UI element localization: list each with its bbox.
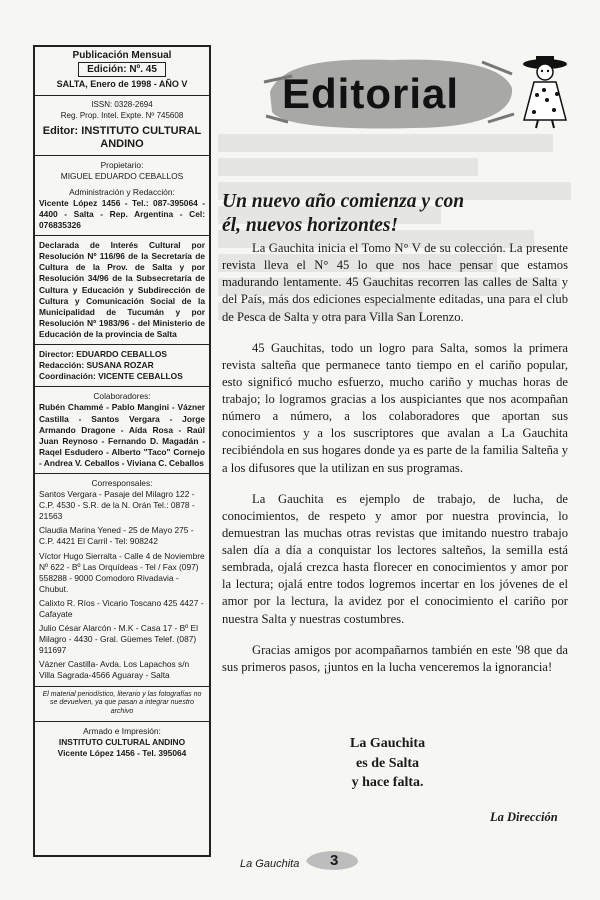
editor-block: [39, 125, 205, 150]
owner-name: MIGUEL EDUARDO CEBALLOS: [60, 170, 184, 181]
correspondent-item: Claudia Marina Yened - 25 de Mayo 275 - C.P. 4421 El Carril - Tel: 908242: [39, 525, 194, 547]
editorial-headline: Un nuevo año comienza y con él, nuevos horizontes!: [222, 191, 465, 237]
issn: ISSN: 0328-2694: [91, 100, 153, 110]
signature: La Dirección: [490, 810, 558, 824]
correspondents-label: Corresponsales:: [91, 477, 153, 488]
collaborators-label: Colaboradores:: [93, 391, 151, 402]
gauchita-mascot-illustration: [512, 50, 578, 130]
editorial-paragraph: 45 Gauchitas, todo un logro para Salta, somos la primera revista salteña que permanece tanto tiempo en el cariño popular, esto significó mucho esfuerzo, mucho cariño y muchas horas de trabajo; lo logramos gracias a los auspiciantes que nos acompañan número a número, a los colaboradores que aportan sus conocimientos y a los suscriptores que avalan a La Gauchita recibiéndola en sus hogares donde ya es parte de la familia Salteña y a los difusores que la utilizan en sus programas.: [222, 340, 568, 475]
owner-label: Propietario:: [100, 159, 144, 170]
editorial-paragraph: La Gauchita es ejemplo de trabajo, de lucha, de conocimientos, de respeto y amor por nuestra provincia, lo demuestran las muchas otras revistas que imitando nuestro trabajo salen día a día a conquistar los lectores salteños, la semilla está sembrada, ojalá crezca hasta florecer en conocimientos y amor por la lectura; ojalá entre todos logremos incertar en los jóvenes de el amor por la lectura, la avidez por el conocimiento el cariño por nuestra Salta y nuestras costumbres.: [222, 491, 568, 626]
editorial-body: [222, 240, 568, 690]
masthead-box: [33, 45, 211, 857]
printing-address: Vicente López 1456 - Tel. 395064: [57, 748, 187, 758]
admin-label: Administración y Redacción:: [69, 186, 175, 197]
publication-type: Publicación Mensual: [72, 50, 172, 61]
footer-magazine-name: La Gauchita: [240, 858, 300, 870]
editor-name: INSTITUTO CULTURAL ANDINO: [81, 125, 202, 150]
admin-address: Vicente López 1456 - Tel.: 087-395064 - 4400 - Salta - Rep. Argentina - Cel: 076835326: [39, 197, 205, 231]
printing-name: INSTITUTO CULTURAL ANDINO: [58, 736, 186, 747]
collaborators-list: Rubén Chammé - Pablo Mangini - Vázner Castilla - Santos Vergara - Jorge Armando Dragone - Aída Rosa - Raúl Juan Reynoso - Fernando D. Magadán - Raqel Esdudero - Alberto "Taco" Cornejo - Andrea V. Ceballos - Viviana C. Ceballos: [39, 402, 205, 468]
editor-label: Editor:: [42, 125, 79, 138]
correspondent-item: Vázner Castilla- Avda. Los Lapachos s/n Villa Sagrada-4566 Aguaray - Salta: [39, 659, 190, 681]
editorial-paragraph: La Gauchita inicia el Tomo N° V de su colección. La presente revista lleva el N° 45 lo que nos hace pensar que estamos madurando lentamente. 45 Gauchitas recorren las calles de Salta y del País, más dos ediciones especialmente editadas, una para el club de Pesca de Salta y otra para Villa San Lorenzo.: [222, 241, 568, 324]
disclaimer: El material periodístico, literario y las fotografías no se devuelven, ya que pasan a integrar nuestro archivo: [42, 690, 202, 716]
correspondent-item: Calixto R. Ríos - Vicario Toscano 425 4427 - Cafayate: [39, 597, 204, 619]
correspondent-item: Santos Vergara - Pasaje del Milagro 122 - C.P. 4530 - S.R. de la N. Orán Tel.: 0878 - 21563: [39, 489, 195, 522]
closing-line: La Gauchita: [350, 736, 426, 751]
edition-number: Edición: Nº. 45: [78, 62, 166, 77]
section-title: Editorial: [282, 70, 460, 117]
closing-line: y hace falta.: [351, 775, 424, 791]
correspondent-item: Víctor Hugo Sierralta - Calle 4 de Noviembre Nº 622 - Bº Las Orquídeas - Tel / Fax (097) 558288 - 9000 Comodoro Rivadavia - Chubut.: [39, 550, 205, 594]
page-number: 3: [330, 852, 339, 869]
correspondent-item: Julio César Alarcón - M.K - Casa 17 - Bº El Milagro - 4430 - Gral. Güemes Telef. (087) 911697: [39, 623, 198, 656]
printing-label: Armado e Impresión:: [83, 725, 161, 736]
director: Director: EDUARDO CEBALLOS: [39, 349, 167, 360]
closing-slogan: [350, 734, 425, 793]
editorial-paragraph: Gracias amigos por acompañarnos también en este '98 que da sus primeros pasos, ¡juntos en la lucha venceremos la ignorancia!: [222, 642, 568, 674]
coordinacion: Coordinación: VICENTE CEBALLOS: [39, 371, 183, 382]
cultural-declaration: Declarada de Interés Cultural por Resolución Nº 116/96 de la Secretaría de Cultura de la Prov. de Salta y por Resolución 34/96 de la Subsecretaría de Cultura y Educación y Subdirección de Cultura y Comunicación Social de la Municipalidad de Tucumán y por Resolución Nº 1983/96 - del Ministerio de Educación de la provincia de Salta: [39, 240, 205, 339]
redaccion: Redacción: SUSANA ROZAR: [39, 360, 154, 371]
closing-line: es de Salta: [356, 755, 420, 771]
date-line: SALTA, Enero de 1998 - AÑO V: [56, 79, 188, 90]
registry: Reg. Prop. Intel. Expte. Nº 745608: [60, 110, 184, 120]
